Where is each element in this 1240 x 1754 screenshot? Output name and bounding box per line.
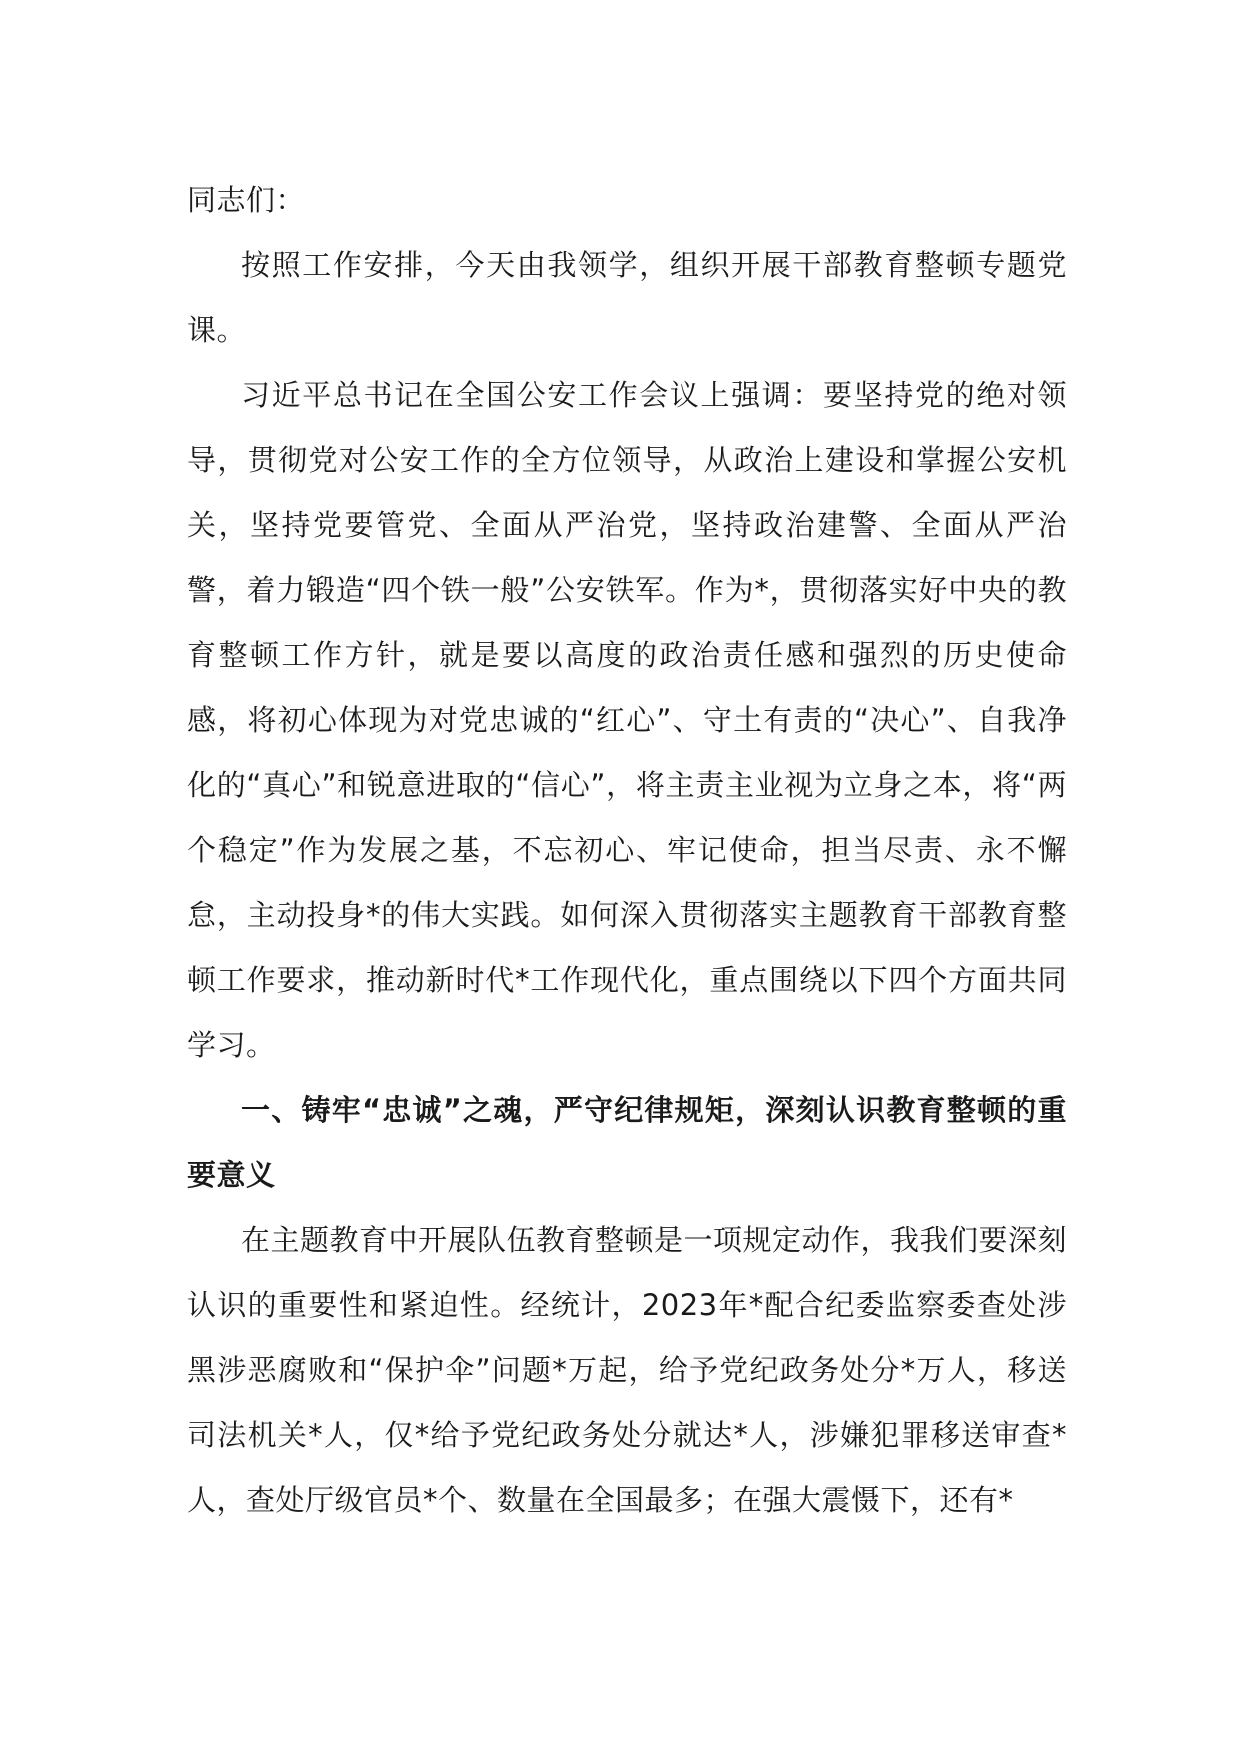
intro-paragraph: 按照工作安排，今天由我领学，组织开展干部教育整顿专题党课。 <box>187 248 1067 347</box>
quote-paragraph: 习近平总书记在全国公安工作会议上强调：要坚持党的绝对领导，贯彻党对公安工作的全方位领导，从政治上建设和掌握公安机关，坚持党要管党、全面从严治党，坚持政治建警、全面从严治警，着力锻造“四个铁一般”公安铁军。作为*，贯彻落实好中央的教育整顿工作方针，就是要以高度的政治责任感和强烈的历史使命感，将初心体现为对党忠诚的“红心”、守土有责的“决心”、自我净化的“真心”和锐意进取的“信心”，将主责主业视为立身之本，将“两个稳定”作为发展之基，不忘初心、牢记使命，担当尽责、永不懈怠，主动投身*的伟大实践。如何深入贯彻落实主题教育干部教育整顿工作要求，推动新时代*工作现代化，重点围绕以下四个方面共同学习。 <box>187 378 1067 1062</box>
document-body <box>187 168 1067 1533</box>
section-heading: 一、铸牢“忠诚”之魂，严守纪律规矩，深刻认识教育整顿的重要意义 <box>187 1093 1067 1192</box>
section-paragraph: 在主题教育中开展队伍教育整顿是一项规定动作，我我们要深刻认识的重要性和紧迫性。经统计，2023年*配合纪委监察委查处涉黑涉恶腐败和“保护伞”问题*万起，给予党纪政务处分*万人，移送司法机关*人，仅*给予党纪政务处分就达*人，涉嫌犯罪移送审查*人，查处厅级官员*个、数量在全国最多；在强大震慑下，还有* <box>187 1223 1068 1517</box>
salutation: 同志们： <box>187 183 306 217</box>
